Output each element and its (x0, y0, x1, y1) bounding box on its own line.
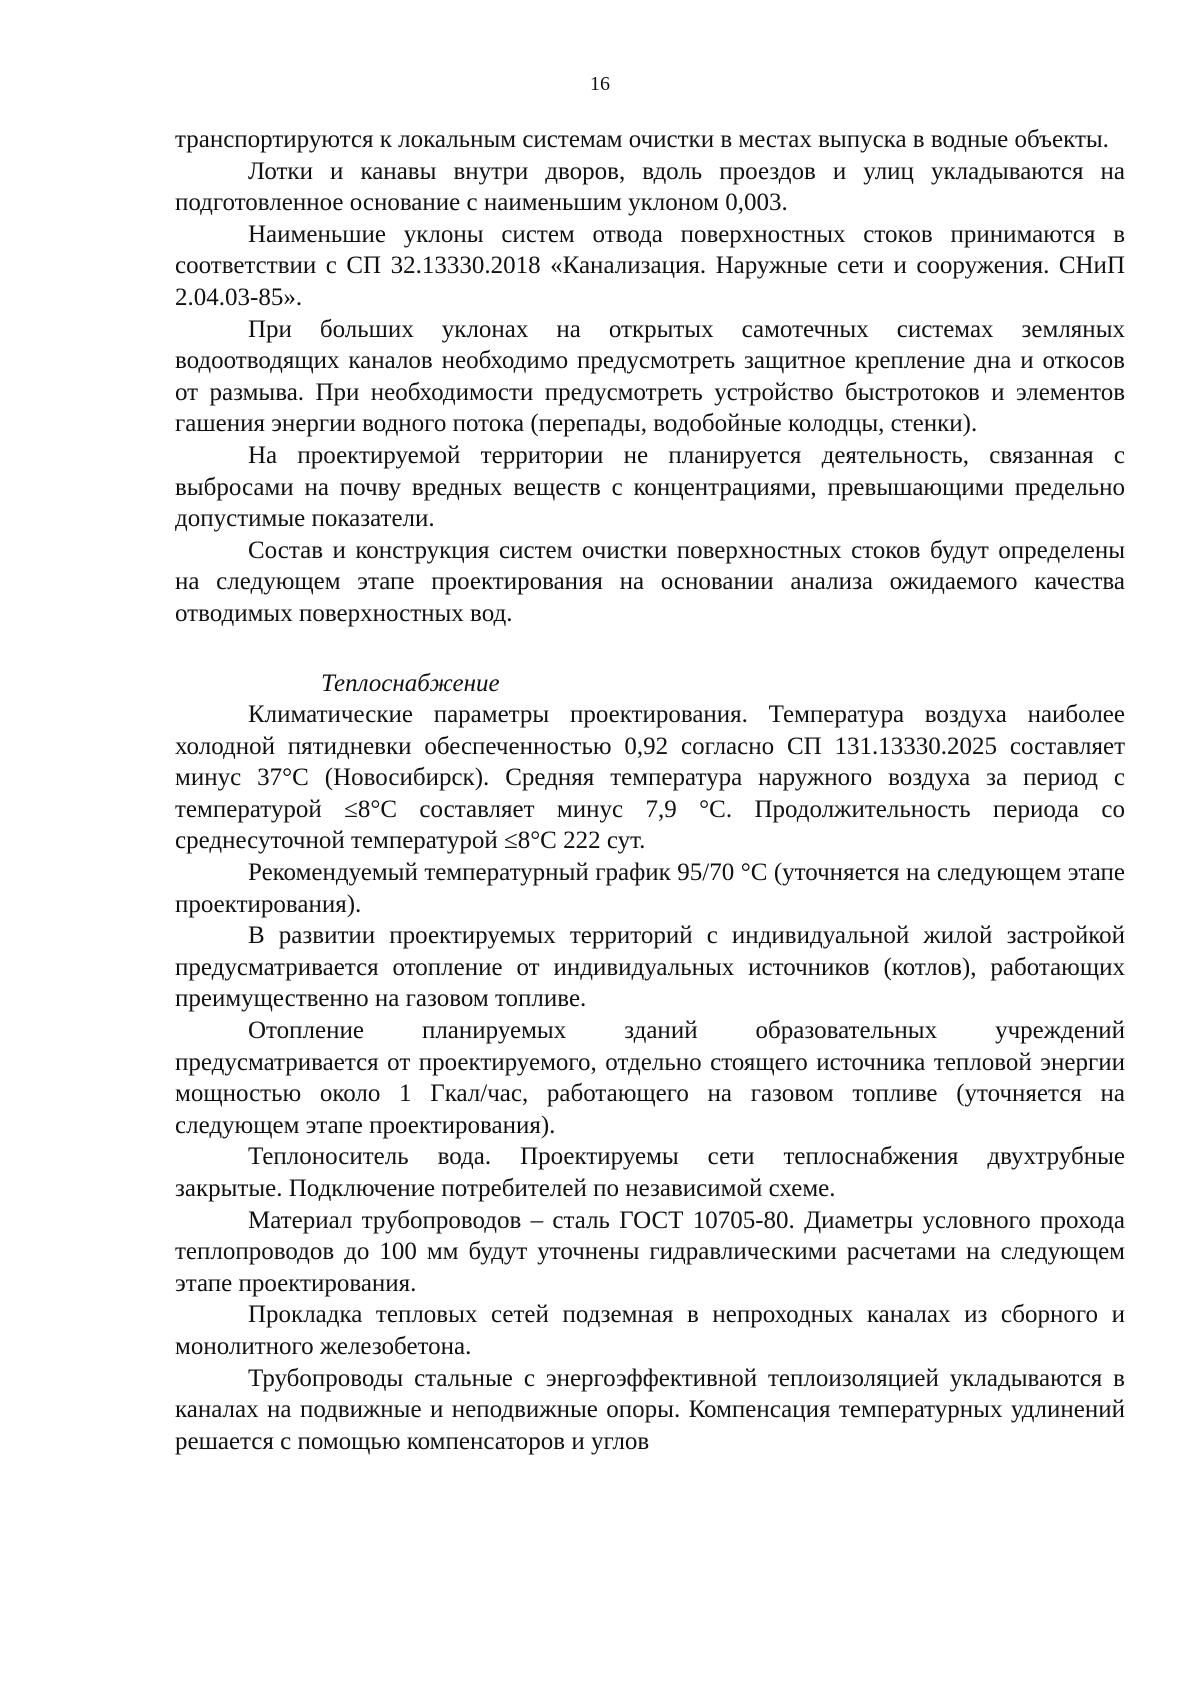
paragraph-steel-pipelines: Трубопроводы стальные с энергоэффективной теплоизоляцией укладываются в каналах на подвижные и неподвижные опоры. Компенсация температурных удлинений решается с помощью компенсаторов и углов (175, 1364, 1125, 1455)
paragraph-minimum-slopes: Наименьшие уклоны систем отвода поверхностных стоков принимаются в соответствии с СП 32.13330.2018 «Канализация. Наружные сети и сооружения. СНиП 2.04.03-85». (175, 220, 1125, 311)
paragraph-continuation: транспортируются к локальным системам очистки в местах выпуска в водные объекты. (175, 126, 1109, 153)
section-heading-heat-supply: Теплоснабжение (321, 669, 500, 697)
paragraph-temperature-schedule: Рекомендуемый температурный график 95/70 °С (уточняется на следующем этапе проектирования). (175, 859, 1125, 918)
paragraph-heat-carrier: Теплоноситель вода. Проектируемы сети теплоснабжения двухтрубные закрытые. Подключение потребителей по независимой схеме. (175, 1143, 1125, 1202)
page-number: 16 (590, 73, 610, 95)
paragraph-climate-parameters: Климатические параметры проектирования. Температура воздуха наиболее холодной пятидневки обеспеченностью 0,92 согласно СП 131.13330.2025 составляет минус 37°С (Новосибирск). Средняя температура наружного воздуха за период с температурой ≤8°С составляет минус 7,9 °С. Продолжительность периода со среднесуточной температурой ≤8°С 222 сут. (175, 701, 1125, 855)
paragraph-individual-heating: В развитии проектируемых территорий с индивидуальной жилой застройкой предусматривается отопление от индивидуальных источников (котлов), работающих преимущественно на газовом топливе. (175, 922, 1125, 1013)
paragraph-school-heating: Отопление планируемых зданий образовательных учреждений предусматривается от проектируемого, отдельно стоящего источника тепловой энергии мощностью около 1 Гкал/час, работающего на газовом топливе (уточняется на следующем этапе проектирования). (175, 1017, 1125, 1139)
paragraph-pipe-material: Материал трубопроводов – сталь ГОСТ 10705-80. Диаметры условного прохода теплопроводов до 100 мм будут уточнены гидравлическими расчетами на следующем этапе проектирования. (175, 1206, 1125, 1297)
paragraph-treatment-systems: Состав и конструкция систем очистки поверхностных стоков будут определены на следующем этапе проектирования на основании анализа ожидаемого качества отводимых поверхностных вод. (175, 536, 1125, 627)
paragraph-trays-ditches: Лотки и канавы внутри дворов, вдоль проездов и улиц укладываются на подготовленное основание с наименьшим уклоном 0,003. (175, 157, 1125, 217)
paragraph-harmful-emissions: На проектируемой территории не планируется деятельность, связанная с выбросами на почву вредных веществ с концентрациями, превышающими предельно допустимые показатели. (175, 441, 1125, 533)
paragraph-large-slopes: При больших уклонах на открытых самотечных системах земляных водоотводящих каналов необходимо предусмотреть защитное крепление дна и откосов от размыва. При необходимости предусмотреть устройство быстротоков и элементов гашения энергии водного потока (перепады, водобойные колодцы, стенки). (175, 315, 1125, 438)
document-body (175, 124, 1125, 1457)
paragraph-network-laying: Прокладка тепловых сетей подземная в непроходных каналах из сборного и монолитного железобетона. (175, 1301, 1125, 1360)
